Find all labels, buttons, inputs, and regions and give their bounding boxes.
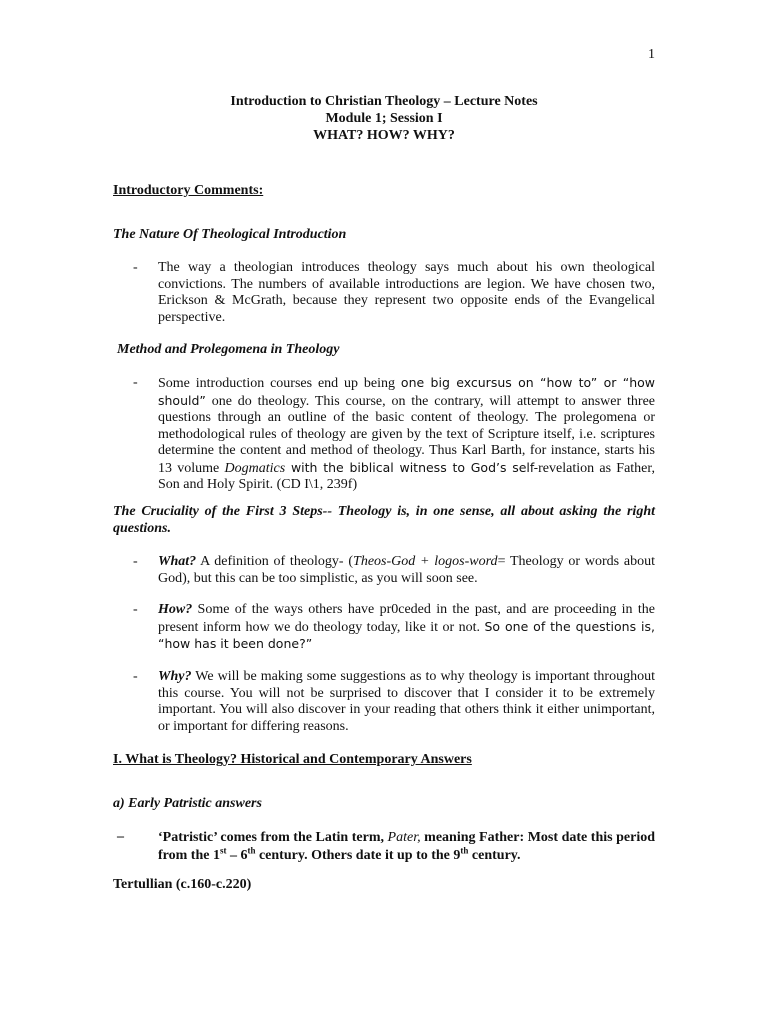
cruciality-heading: The Cruciality of the First 3 Steps-- Theology is, in one sense, all about asking the right questions.	[113, 504, 655, 536]
title-line-3: WHAT? HOW? WHY?	[313, 128, 455, 143]
title-line-2: Module 1; Session I	[325, 111, 443, 126]
bullet-dash: -	[133, 669, 138, 684]
section-1a-heading: a) Early Patristic answers	[113, 796, 262, 811]
nature-text: The way a theologian introduces theology says much about his own theological convictions. The numbers of available introductions are legion. We have chosen two, Erickson & McGrath, because they represent two opposite ends of the Evangelical perspective.	[158, 260, 655, 325]
page-number: 1	[648, 47, 655, 62]
tertullian-heading: Tertullian (c.160-c.220)	[113, 877, 252, 892]
bullet-dash: -	[133, 260, 138, 275]
how-text: How? Some of the ways others have pr0ceded in the past, and are proceeding in the present inform how we do theology today, like it or not. So one of the questions is, “how has it been done?”	[158, 602, 656, 651]
bullet-dash: -	[133, 375, 138, 390]
bullet-dash: -	[133, 554, 138, 569]
introductory-heading: Introductory Comments:	[113, 183, 264, 198]
bullet-dash: –	[117, 829, 124, 844]
what-text: What? A definition of theology- (Theos-God + logos-word= Theology or words about God), but this can be too simplistic, as you will soon see.	[158, 554, 655, 586]
dogmatics-title: Dogmatics	[224, 460, 286, 476]
bullet-dash: -	[133, 602, 138, 617]
section-1-heading: I. What is Theology? Historical and Contemporary Answers	[113, 752, 472, 767]
document-title	[113, 93, 655, 144]
title-line-1: Introduction to Christian Theology – Lecture Notes	[230, 94, 538, 109]
why-text: Why? We will be making some suggestions as to why theology is important throughout this course. You will not be surprised to discover that I consider it to be extremely important. You will also discover in your reading that others think it either unimportant, or important for differing reasons.	[158, 669, 655, 734]
patristic-text: ‘Patristic’ comes from the Latin term, Pater, meaning Father: Most date this period from the 1st – 6th century. Others date it up to the 9th century.	[158, 830, 656, 863]
method-text: Some introduction courses end up being one big excursus on “how to” or “how should” one do theology. This course, on the contrary, will attempt to answer three questions through an outline of the basic content of theology. The prolegomena or methodological rules of theology are given by the text of Scripture itself, i.e. scriptures determine the content and method of theology. Thus Karl Barth, for instance, starts his 13 volume Dogmatics with the biblical witness to God’s self-revelation as Father, Son and Holy Spirit. (CD I\1, 239f)	[158, 375, 656, 492]
nature-heading: The Nature Of Theological Introduction	[113, 227, 347, 242]
method-heading: Method and Prolegomena in Theology	[117, 342, 340, 357]
